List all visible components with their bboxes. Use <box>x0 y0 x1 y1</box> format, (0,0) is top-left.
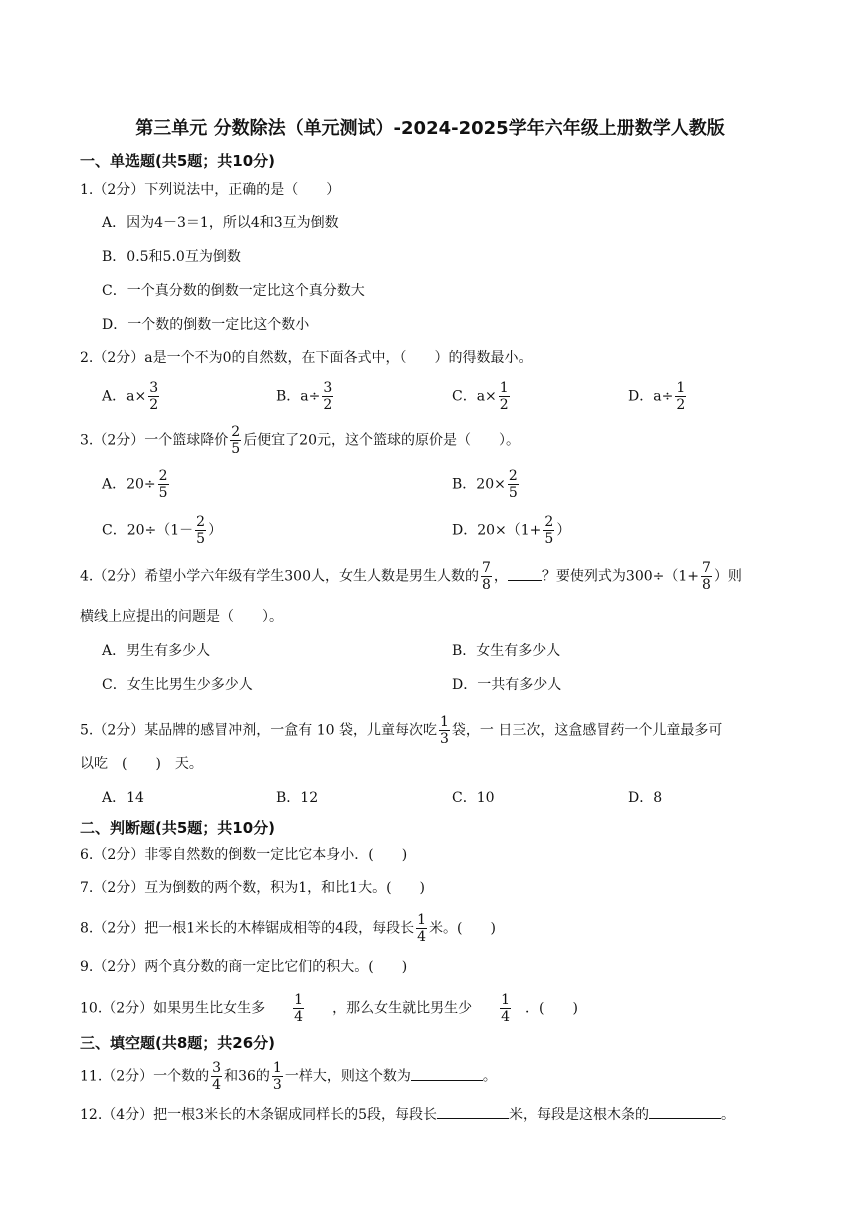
fraction <box>481 560 492 593</box>
question-9-stem: 9.（2分）两个真分数的商一定比它们的积大。( ) <box>80 959 408 975</box>
question-2-option-c <box>452 380 512 413</box>
question-1-option-d: D．一个数的倒数一定比这个数小 <box>102 317 310 333</box>
question-3-option-a <box>102 468 171 501</box>
option-text: B．a÷ <box>276 388 321 405</box>
option-text: B．20× <box>452 476 506 493</box>
question-3-option-b <box>452 468 521 501</box>
question-5-option-a: A．14 <box>102 790 144 806</box>
question-6-stem: 6.（2分）非零自然数的倒数一定比它本身小．( ) <box>80 847 408 863</box>
fraction <box>322 380 333 413</box>
question-4-option-c: C．女生比男生少多少人 <box>102 677 253 693</box>
answer-blank[interactable] <box>437 1104 509 1119</box>
stem-text: 10.（2分）如果男生比女生多 <box>80 1000 266 1017</box>
stem-text: 袋，一 日三次，这盒感冒药一个儿童最多可 <box>451 722 723 739</box>
option-text: C．a× <box>452 388 497 405</box>
question-4-stem <box>80 560 742 593</box>
question-4-option-a: A．男生有多少人 <box>102 643 211 659</box>
denominator: 8 <box>482 577 491 593</box>
stem-text: 11.（2分）一个数的 <box>80 1068 210 1085</box>
fraction <box>195 514 206 547</box>
option-text: ） <box>556 522 571 539</box>
fraction <box>439 714 450 747</box>
stem-text: ．( ) <box>525 1000 578 1017</box>
numerator: 7 <box>482 560 491 576</box>
fraction <box>158 468 169 501</box>
stem-text: ， <box>493 568 508 585</box>
question-4-stem-line2: 横线上应提出的问题是（ ）。 <box>80 609 283 625</box>
denominator: 2 <box>149 397 159 413</box>
numerator: 1 <box>294 992 304 1008</box>
stem-text: 5.（2分）某品牌的感冒冲剂，一盒有 10 袋，儿童每次吃 <box>80 722 437 739</box>
fraction <box>293 992 304 1025</box>
stem-text: 后便宜了20元，这个篮球的原价是（ ）。 <box>243 432 521 449</box>
question-5-option-d: D．8 <box>628 790 663 806</box>
answer-blank[interactable] <box>411 1066 483 1081</box>
question-8-stem <box>80 912 496 945</box>
stem-text: 。 <box>721 1107 735 1123</box>
fraction <box>543 514 554 547</box>
denominator: 4 <box>294 1009 304 1025</box>
numerator: 2 <box>158 468 168 484</box>
denominator: 2 <box>323 397 333 413</box>
stem-text: 一样大，则这个数为 <box>284 1068 411 1085</box>
numerator: 2 <box>508 468 518 484</box>
numerator: 1 <box>272 1060 282 1076</box>
question-10-stem <box>80 992 578 1025</box>
numerator: 7 <box>702 560 711 576</box>
stem-text: 米，每段是这根木条的 <box>509 1107 649 1123</box>
answer-blank <box>508 566 542 581</box>
question-2-option-a <box>102 380 161 413</box>
question-4-option-d: D．一共有多少人 <box>452 677 562 693</box>
numerator: 1 <box>439 714 449 730</box>
fraction <box>211 1060 222 1093</box>
denominator: 3 <box>272 1077 282 1093</box>
section-heading-true-false: 二、判断题(共5题；共10分) <box>80 819 276 837</box>
fraction <box>499 380 510 413</box>
stem-text: ，那么女生就比男生少 <box>332 1000 473 1017</box>
option-text: D．a÷ <box>628 388 674 405</box>
denominator: 2 <box>676 397 686 413</box>
stem-text: 12.（4分）把一根3米长的木条锯成同样长的5段，每段长 <box>80 1107 437 1123</box>
stem-text: ？要使列式为300÷（1+ <box>541 568 700 585</box>
fraction <box>272 1060 283 1093</box>
question-3-option-d <box>452 514 570 547</box>
numerator: 2 <box>196 514 206 530</box>
page-title: 第三单元 分数除法（单元测试）-2024-2025学年六年级上册数学人教版 <box>135 118 725 139</box>
fraction <box>675 380 686 413</box>
denominator: 5 <box>508 485 518 501</box>
question-2-option-d <box>628 380 688 413</box>
question-1-option-a: A．因为4－3＝1，所以4和3互为倒数 <box>102 215 339 231</box>
option-text: A．20÷ <box>102 476 156 493</box>
answer-blank[interactable] <box>649 1104 721 1119</box>
question-5-option-c: C．10 <box>452 790 495 806</box>
denominator: 4 <box>212 1077 222 1093</box>
section-heading-fill-in: 三、填空题(共8题；共26分) <box>80 1034 276 1052</box>
question-3-option-c <box>102 514 222 547</box>
numerator: 1 <box>501 992 511 1008</box>
denominator: 2 <box>499 397 509 413</box>
numerator: 3 <box>323 380 333 396</box>
stem-text: 3.（2分）一个篮球降价 <box>80 432 229 449</box>
stem-text: 。 <box>482 1068 497 1085</box>
denominator: 5 <box>231 441 241 457</box>
question-1-option-c: C．一个真分数的倒数一定比这个真分数大 <box>102 283 365 299</box>
question-5-stem-line2: 以吃 ( ) 天。 <box>80 756 203 772</box>
numerator: 1 <box>499 380 509 396</box>
question-12-stem <box>80 1104 735 1125</box>
question-2-stem: 2.（2分）a是一个不为0的自然数，在下面各式中，（ ）的得数最小。 <box>80 350 533 366</box>
denominator: 4 <box>501 1009 511 1025</box>
denominator: 5 <box>196 531 206 547</box>
numerator: 2 <box>231 424 241 440</box>
fraction <box>230 424 241 457</box>
stem-text: ）则 <box>713 568 742 585</box>
stem-text: 4.（2分）希望小学六年级有学生300人，女生人数是男生人数的 <box>80 568 479 585</box>
question-1-option-b: B．0.5和5.0互为倒数 <box>102 249 241 265</box>
question-11-stem <box>80 1060 497 1093</box>
fraction <box>416 912 427 945</box>
option-text: D．20×（1+ <box>452 522 542 539</box>
question-5-stem <box>80 714 722 747</box>
stem-text: 米。( ) <box>429 920 496 937</box>
denominator: 5 <box>158 485 168 501</box>
option-text: C．20÷（1－ <box>102 522 194 539</box>
question-7-stem: 7.（2分）互为倒数的两个数，积为1，和比1大。( ) <box>80 880 426 896</box>
question-5-option-b: B．12 <box>276 790 319 806</box>
question-2-option-b <box>276 380 335 413</box>
question-1-stem: 1.（2分）下列说法中，正确的是（ ） <box>80 182 341 198</box>
fraction <box>148 380 159 413</box>
denominator: 3 <box>439 731 449 747</box>
fraction <box>500 992 511 1025</box>
denominator: 4 <box>417 929 426 945</box>
stem-text: 8.（2分）把一根1米长的木棒锯成相等的4段，每段长 <box>80 920 415 937</box>
option-text: A．a× <box>102 388 147 405</box>
numerator: 3 <box>212 1060 222 1076</box>
fraction <box>701 560 712 593</box>
denominator: 5 <box>544 531 554 547</box>
stem-text: 和36的 <box>224 1068 270 1085</box>
numerator: 3 <box>149 380 159 396</box>
numerator: 2 <box>544 514 554 530</box>
fraction <box>508 468 519 501</box>
numerator: 1 <box>676 380 686 396</box>
option-text: ） <box>208 522 223 539</box>
section-heading-single-choice: 一、单选题(共5题；共10分) <box>80 152 276 170</box>
question-3-stem <box>80 424 520 457</box>
question-4-option-b: B．女生有多少人 <box>452 643 561 659</box>
denominator: 8 <box>702 577 711 593</box>
numerator: 1 <box>417 912 426 928</box>
